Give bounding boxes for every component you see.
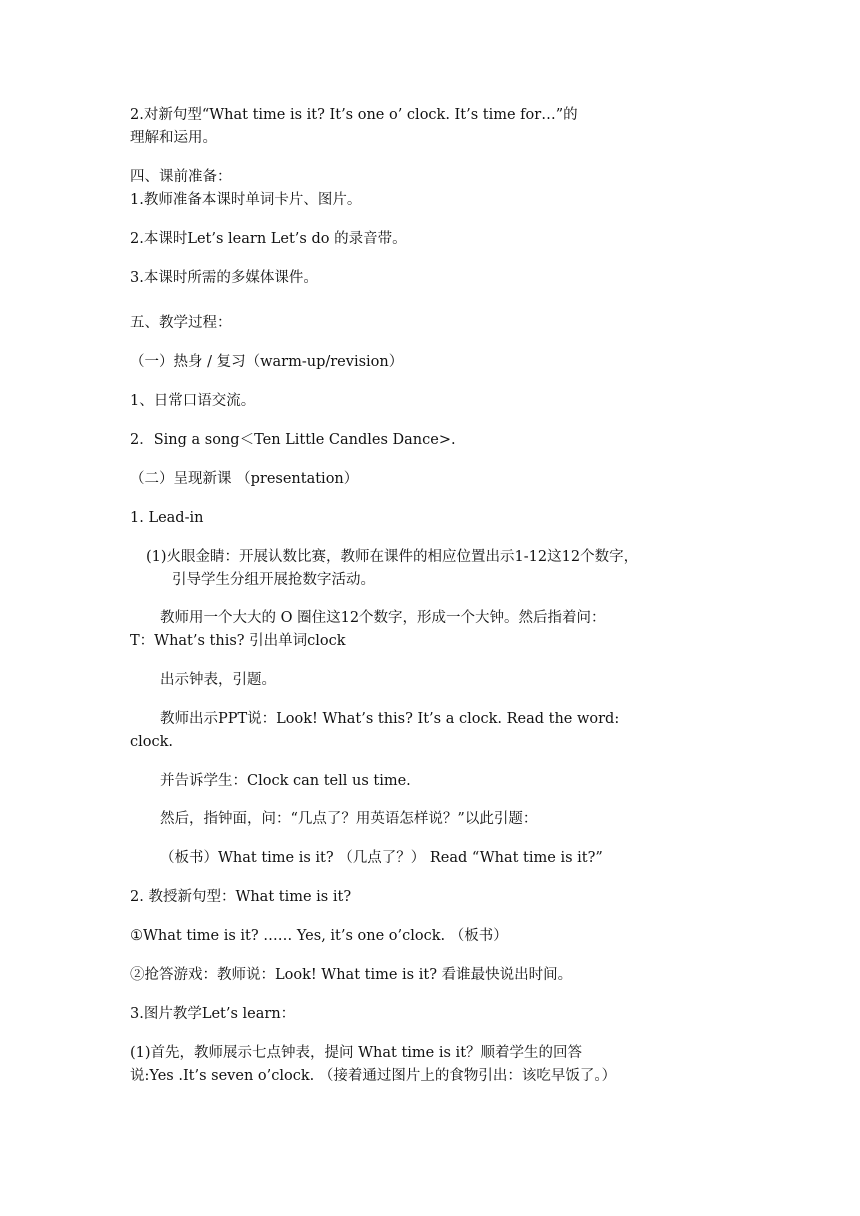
preparation-item-1: 1.教师准备本课时单词卡片、图片。 — [130, 192, 362, 208]
pattern-step-1: ①What time is it? …… Yes, it’s one o’clock. （板书） — [130, 928, 508, 944]
ppt-line-1: 教师出示PPT说：Look! What’s this? It’s a clock. Read the word: — [160, 711, 620, 727]
board-writing-line: （板书）What time is it? （几点了？） Read “What time is it?” — [160, 850, 603, 866]
activity-item-1-line-1: (1)火眼金睛：开展认数比赛，教师在课件的相应位置出示1-12这12个数字， — [146, 549, 639, 565]
ppt-line-2: clock. — [130, 734, 174, 750]
warmup-item-2: 2．Sing a song＜Ten Little Candles Dance>. — [130, 432, 456, 448]
objective-line-2: 理解和运用。 — [130, 130, 217, 146]
teach-pattern-heading: 2. 教授新句型：What time is it? — [130, 889, 352, 905]
preparation-item-2: 2.本课时Let’s learn Let’s do 的录音带。 — [130, 231, 407, 247]
teacher-question: T：What’s this? 引出单词clock — [130, 633, 346, 649]
circle-paragraph: 教师用一个大大的 O 圈住这12个数字，形成一个大钟。然后指着问： — [160, 610, 606, 626]
objective-line-1: 2.对新句型“What time is it? It’s one o’ clock. It’s time for…”的 — [130, 107, 578, 123]
preparation-item-3: 3.本课时所需的多媒体课件。 — [130, 270, 318, 286]
subsection-heading-presentation: （二）呈现新课 （presentation） — [130, 471, 359, 487]
picture-step-1-line-1: (1)首先，教师展示七点钟表，提问 What time is it？顺着学生的回答 — [130, 1045, 583, 1061]
tell-students-line: 并告诉学生：Clock can tell us time. — [160, 773, 411, 789]
point-clock-line: 然后，指钟面，问：“几点了？用英语怎样说？”以此引题： — [160, 811, 538, 827]
section-heading-preparation: 四、课前准备： — [130, 169, 232, 185]
show-clock-line: 出示钟表，引题。 — [160, 672, 276, 688]
lead-in-heading: 1. Lead-in — [130, 510, 204, 526]
picture-step-1-line-2: 说:Yes .It’s seven o’clock. （接着通过图片上的食物引出：该吃早饭了。） — [130, 1068, 617, 1084]
section-heading-process: 五、教学过程： — [130, 315, 232, 331]
picture-teaching-heading: 3.图片教学Let’s learn： — [130, 1006, 296, 1022]
warmup-item-1: 1、日常口语交流。 — [130, 393, 256, 409]
subsection-heading-warmup: （一）热身 / 复习（warm-up/revision） — [130, 354, 404, 370]
activity-item-1-line-2: 引导学生分组开展抢数字活动。 — [172, 572, 375, 588]
pattern-step-2: ②抢答游戏：教师说：Look! What time is it? 看谁最快说出时间。 — [130, 967, 573, 983]
